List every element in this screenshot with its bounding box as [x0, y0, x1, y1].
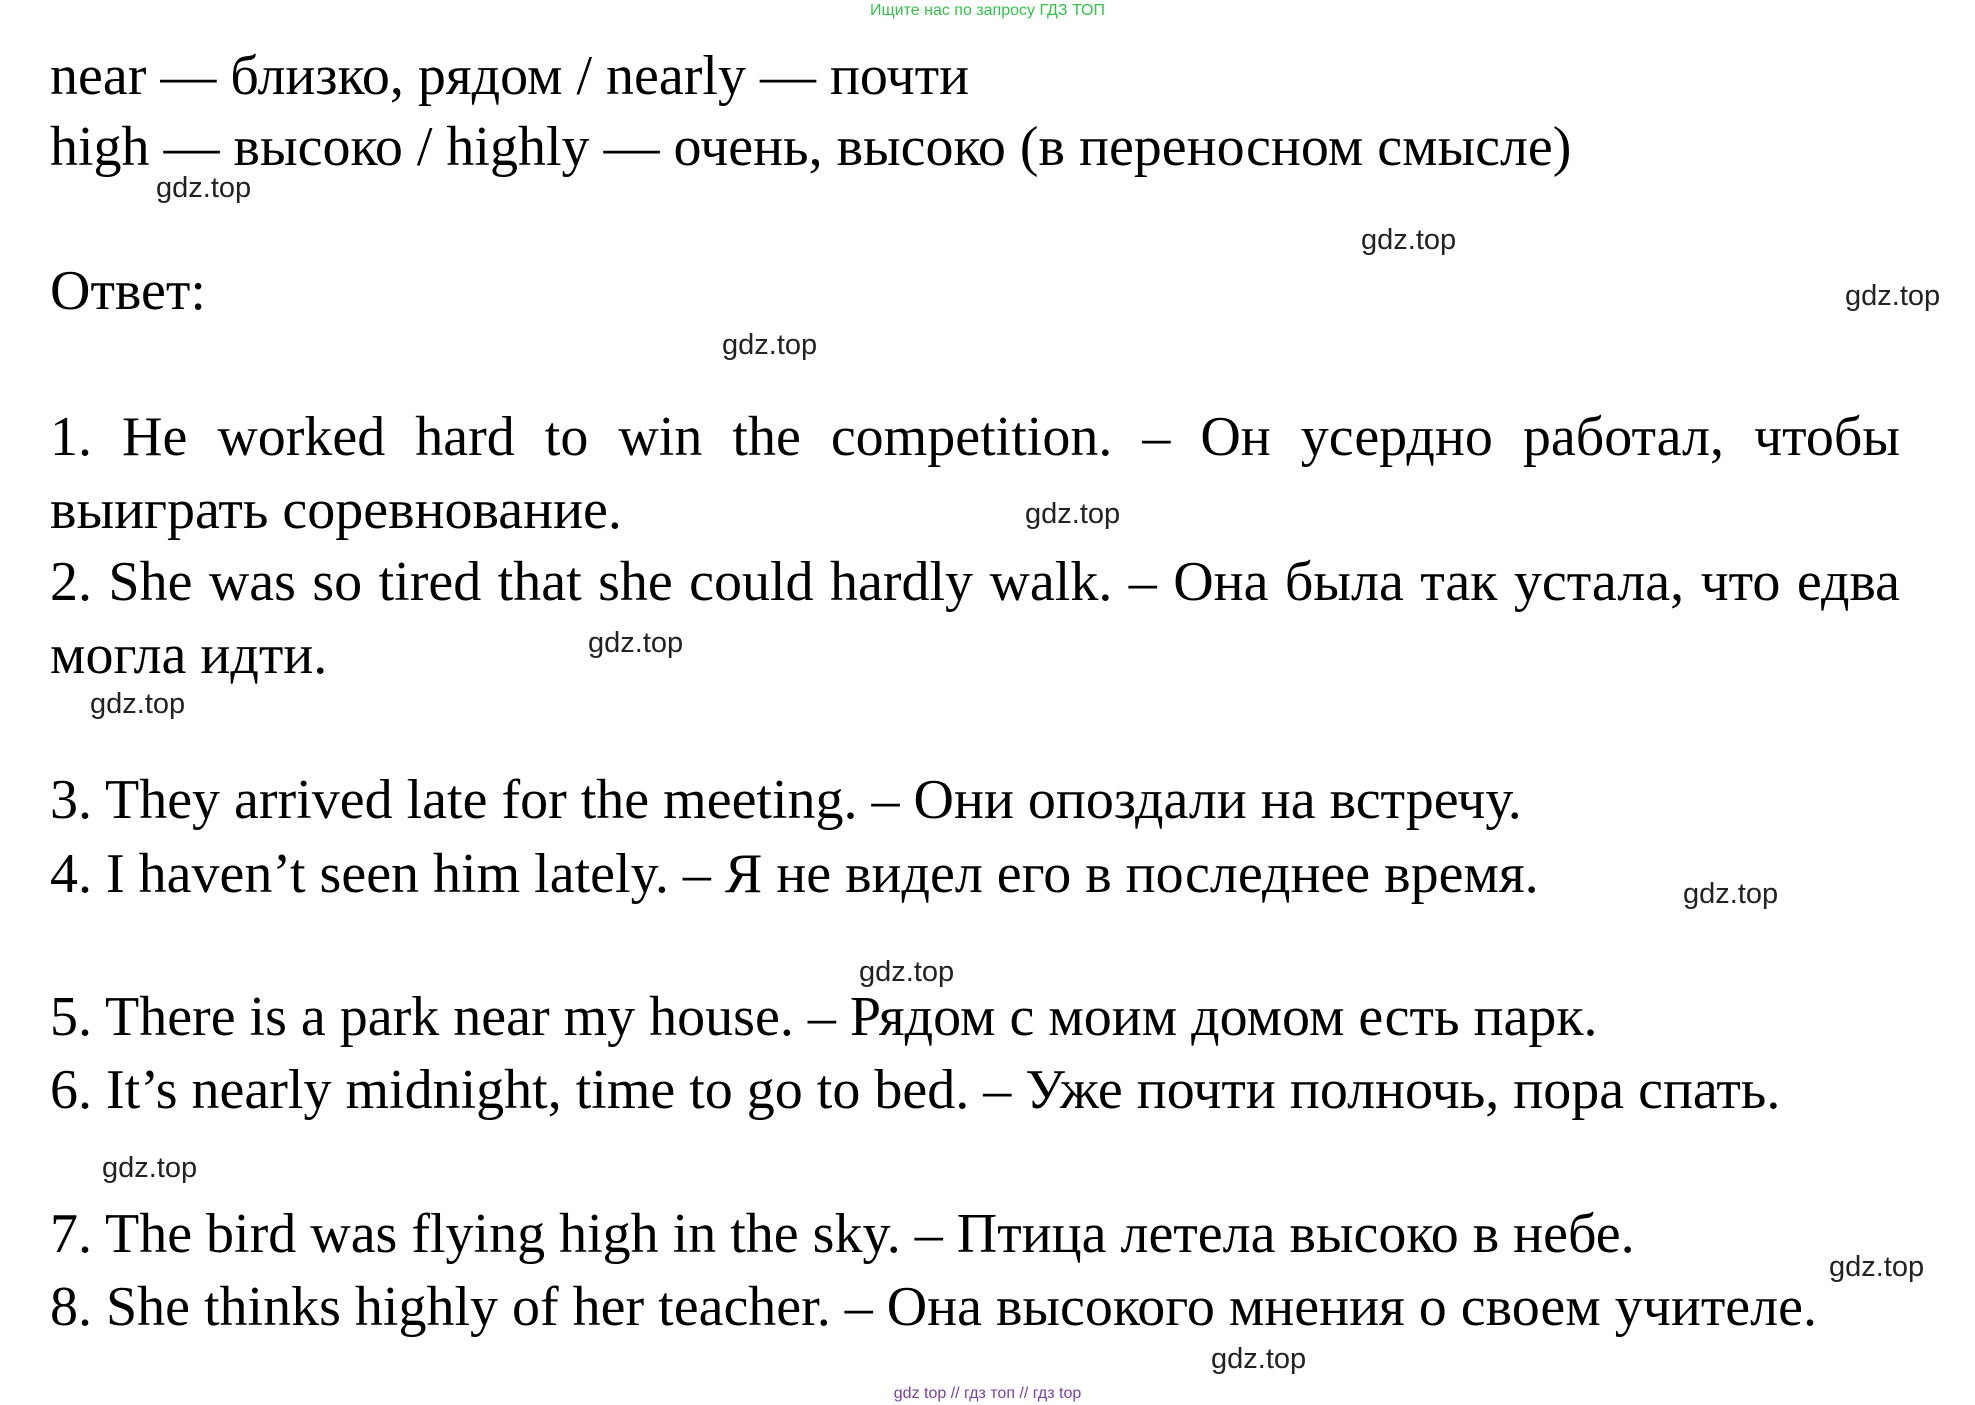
answer-4: 4. I haven’t seen him lately. – Я не видел его в последнее время. — [50, 843, 1539, 905]
watermark: gdz.top — [156, 172, 252, 204]
top-banner: Ищите нас по запросу ГДЗ ТОП — [870, 2, 1105, 19]
answer-heading: Ответ: — [50, 260, 206, 322]
footer-watermark: gdz top // гдз топ // гдз top — [893, 1385, 1082, 1402]
answer-2: 2. She was so tired that she could hardly walk. – Она была так устала, что едва могла идти. — [50, 551, 1900, 686]
watermark: gdz.top — [588, 627, 684, 659]
answer-8: 8. She thinks highly of her teacher. – Она высокого мнения о своем учителе. — [50, 1276, 1817, 1338]
watermark: gdz.top — [1683, 878, 1779, 910]
answer-7: 7. The bird was flying high in the sky. – Птица летела высоко в небе. — [50, 1203, 1635, 1265]
watermark: gdz.top — [1845, 280, 1941, 312]
watermark: gdz.top — [722, 329, 818, 361]
watermark: gdz.top — [1829, 1251, 1925, 1283]
watermark: gdz.top — [859, 956, 955, 988]
answer-1: 1. He worked hard to win the competition. – Он усердно работал, чтобы выиграть соревнование. — [50, 406, 1900, 541]
watermark: gdz.top — [1025, 498, 1121, 530]
answer-5: 5. There is a park near my house. – Рядом с моим домом есть парк. — [50, 986, 1598, 1048]
answer-3: 3. They arrived late for the meeting. – Они опоздали на встречу. — [50, 769, 1522, 831]
watermark: gdz.top — [102, 1152, 198, 1184]
definition-high: high — высоко / highly — очень, высоко (в переносном смысле) — [50, 116, 1572, 178]
watermark: gdz.top — [1361, 224, 1457, 256]
watermark: gdz.top — [90, 688, 186, 720]
definition-near: near — близко, рядом / nearly — почти — [50, 45, 970, 107]
watermark: gdz.top — [1211, 1343, 1307, 1375]
answer-6: 6. It’s nearly midnight, time to go to bed. – Уже почти полночь, пора спать. — [50, 1059, 1781, 1121]
